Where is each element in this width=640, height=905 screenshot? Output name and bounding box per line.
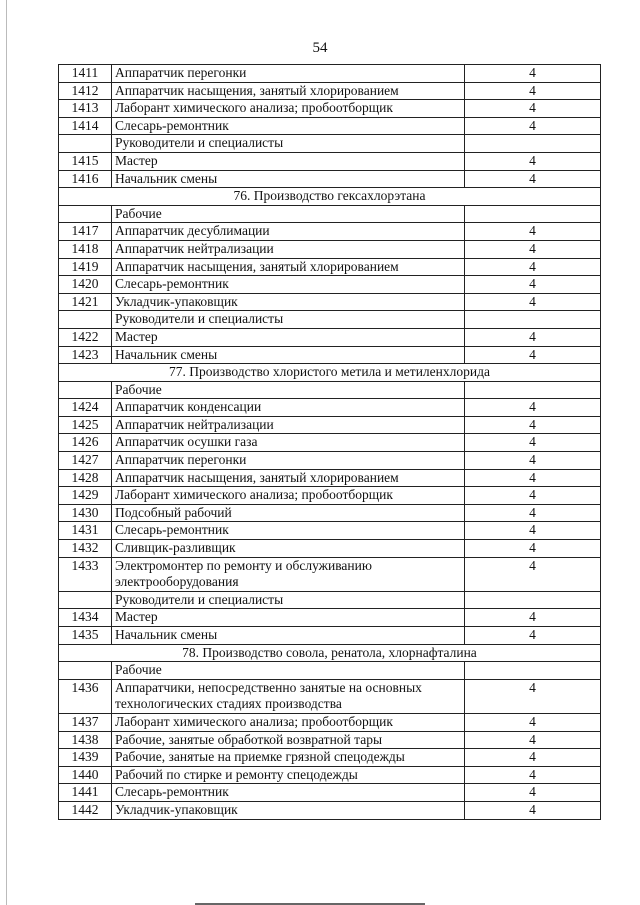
row-number: 1425 <box>59 416 112 434</box>
additional-leave-value: 4 <box>465 609 601 627</box>
profession-name: Аппаратчик насыщения, занятый хлорированием <box>112 82 465 100</box>
additional-leave-value: 4 <box>465 784 601 802</box>
row-number <box>59 135 112 153</box>
row-number: 1431 <box>59 522 112 540</box>
table-row <box>59 117 601 135</box>
row-number: 1429 <box>59 487 112 505</box>
profession-name: Мастер <box>112 328 465 346</box>
profession-name: Аппаратчик конденсации <box>112 399 465 417</box>
profession-name: Рабочие, занятые на приемке грязной спецодежды <box>112 749 465 767</box>
additional-leave-value: 4 <box>465 152 601 170</box>
row-number: 1438 <box>59 731 112 749</box>
row-number: 1416 <box>59 170 112 188</box>
table-row <box>59 784 601 802</box>
table-row <box>59 713 601 731</box>
profession-name: Мастер <box>112 152 465 170</box>
additional-leave-value: 4 <box>465 713 601 731</box>
group-name: Руководители и специалисты <box>112 311 465 329</box>
profession-name: Аппаратчик нейтрализации <box>112 416 465 434</box>
additional-leave-value: 4 <box>465 276 601 294</box>
table-row <box>59 240 601 258</box>
row-number <box>59 311 112 329</box>
additional-leave-value <box>465 311 601 329</box>
page-number: 54 <box>312 40 328 56</box>
group-header-row <box>59 591 601 609</box>
row-number: 1433 <box>59 557 112 591</box>
table-row <box>59 522 601 540</box>
additional-leave-value <box>465 205 601 223</box>
group-header-row <box>59 381 601 399</box>
table-row <box>59 801 601 819</box>
profession-name: Аппаратчики, непосредственно занятые на основных технологических стадиях производства <box>112 679 465 713</box>
additional-leave-value: 4 <box>465 522 601 540</box>
additional-leave-value: 4 <box>465 346 601 364</box>
row-number: 1436 <box>59 679 112 713</box>
profession-name: Слесарь-ремонтник <box>112 522 465 540</box>
row-number: 1440 <box>59 766 112 784</box>
row-number: 1418 <box>59 240 112 258</box>
row-number: 1442 <box>59 801 112 819</box>
group-name: Руководители и специалисты <box>112 591 465 609</box>
profession-name: Рабочий по стирке и ремонту спецодежды <box>112 766 465 784</box>
additional-leave-value: 4 <box>465 627 601 645</box>
table-row <box>59 504 601 522</box>
row-number: 1421 <box>59 293 112 311</box>
table-row <box>59 627 601 645</box>
additional-leave-value: 4 <box>465 469 601 487</box>
group-header-row <box>59 662 601 680</box>
table-row <box>59 766 601 784</box>
profession-name: Рабочие, занятые обработкой возвратной тары <box>112 731 465 749</box>
group-name: Рабочие <box>112 205 465 223</box>
additional-leave-value: 4 <box>465 258 601 276</box>
table-row <box>59 346 601 364</box>
profession-name: Лаборант химического анализа; пробоотборщик <box>112 487 465 505</box>
table-row <box>59 416 601 434</box>
row-number: 1419 <box>59 258 112 276</box>
profession-name: Мастер <box>112 609 465 627</box>
row-number: 1441 <box>59 784 112 802</box>
group-name: Рабочие <box>112 381 465 399</box>
additional-leave-value: 4 <box>465 82 601 100</box>
additional-leave-value: 4 <box>465 100 601 118</box>
profession-name: Аппаратчик нейтрализации <box>112 240 465 258</box>
row-number: 1411 <box>59 65 112 83</box>
profession-name: Слесарь-ремонтник <box>112 784 465 802</box>
row-number: 1413 <box>59 100 112 118</box>
table-row <box>59 170 601 188</box>
profession-name: Начальник смены <box>112 346 465 364</box>
additional-leave-value: 4 <box>465 170 601 188</box>
profession-name: Укладчик-упаковщик <box>112 801 465 819</box>
row-number: 1414 <box>59 117 112 135</box>
table-row <box>59 749 601 767</box>
additional-leave-value: 4 <box>465 801 601 819</box>
table-row <box>59 540 601 558</box>
table-row <box>59 293 601 311</box>
additional-leave-value <box>465 135 601 153</box>
scan-edge-mark-left <box>6 0 7 905</box>
section-header-row <box>59 188 601 206</box>
additional-leave-value: 4 <box>465 766 601 784</box>
table-row <box>59 152 601 170</box>
profession-name: Слесарь-ремонтник <box>112 117 465 135</box>
additional-leave-value: 4 <box>465 731 601 749</box>
additional-leave-value: 4 <box>465 452 601 470</box>
additional-leave-value: 4 <box>465 557 601 591</box>
section-header-row <box>59 364 601 382</box>
row-number: 1432 <box>59 540 112 558</box>
profession-name: Аппаратчик перегонки <box>112 452 465 470</box>
additional-leave-value: 4 <box>465 117 601 135</box>
table-row <box>59 487 601 505</box>
additional-leave-value: 4 <box>465 223 601 241</box>
section-title: 76. Производство гексахлорэтана <box>59 188 601 206</box>
table-row <box>59 82 601 100</box>
row-number: 1435 <box>59 627 112 645</box>
row-number: 1426 <box>59 434 112 452</box>
additional-leave-value: 4 <box>465 65 601 83</box>
row-number <box>59 205 112 223</box>
row-number: 1430 <box>59 504 112 522</box>
row-number: 1424 <box>59 399 112 417</box>
table-row <box>59 434 601 452</box>
row-number: 1439 <box>59 749 112 767</box>
profession-name: Аппаратчик насыщения, занятый хлорированием <box>112 258 465 276</box>
table-row <box>59 328 601 346</box>
additional-leave-value: 4 <box>465 293 601 311</box>
profession-name: Аппаратчик осушки газа <box>112 434 465 452</box>
row-number: 1420 <box>59 276 112 294</box>
profession-name: Слесарь-ремонтник <box>112 276 465 294</box>
table-row <box>59 223 601 241</box>
table-row <box>59 65 601 83</box>
table-body <box>59 65 601 820</box>
profession-name: Укладчик-упаковщик <box>112 293 465 311</box>
table-row <box>59 557 601 591</box>
group-header-row <box>59 135 601 153</box>
additional-leave-value: 4 <box>465 399 601 417</box>
profession-name: Аппаратчик перегонки <box>112 65 465 83</box>
section-title: 77. Производство хлористого метила и метиленхлорида <box>59 364 601 382</box>
table-row <box>59 258 601 276</box>
row-number: 1427 <box>59 452 112 470</box>
profession-name: Подсобный рабочий <box>112 504 465 522</box>
table-row <box>59 452 601 470</box>
profession-name: Аппаратчик насыщения, занятый хлорированием <box>112 469 465 487</box>
additional-leave-value: 4 <box>465 540 601 558</box>
group-header-row <box>59 205 601 223</box>
row-number <box>59 662 112 680</box>
profession-name: Сливщик-разливщик <box>112 540 465 558</box>
additional-leave-value: 4 <box>465 416 601 434</box>
additional-leave-value: 4 <box>465 679 601 713</box>
profession-name: Лаборант химического анализа; пробоотборщик <box>112 100 465 118</box>
table-row <box>59 679 601 713</box>
profession-name: Начальник смены <box>112 627 465 645</box>
row-number: 1422 <box>59 328 112 346</box>
document-table <box>58 64 601 820</box>
group-header-row <box>59 311 601 329</box>
profession-name: Лаборант химического анализа; пробоотборщик <box>112 713 465 731</box>
additional-leave-value <box>465 591 601 609</box>
table-row <box>59 731 601 749</box>
row-number: 1434 <box>59 609 112 627</box>
additional-leave-value: 4 <box>465 487 601 505</box>
section-title: 78. Производство совола, ренатола, хлорнафталина <box>59 644 601 662</box>
row-number <box>59 591 112 609</box>
profession-name: Начальник смены <box>112 170 465 188</box>
row-number <box>59 381 112 399</box>
row-number: 1428 <box>59 469 112 487</box>
profession-name: Электромонтер по ремонту и обслуживанию электрооборудования <box>112 557 465 591</box>
row-number: 1412 <box>59 82 112 100</box>
additional-leave-value: 4 <box>465 328 601 346</box>
table-row <box>59 276 601 294</box>
row-number: 1417 <box>59 223 112 241</box>
table-row <box>59 100 601 118</box>
profession-name: Аппаратчик десублимации <box>112 223 465 241</box>
table-row <box>59 399 601 417</box>
group-name: Рабочие <box>112 662 465 680</box>
group-name: Руководители и специалисты <box>112 135 465 153</box>
additional-leave-value <box>465 381 601 399</box>
additional-leave-value: 4 <box>465 434 601 452</box>
table-row <box>59 469 601 487</box>
additional-leave-value: 4 <box>465 749 601 767</box>
additional-leave-value <box>465 662 601 680</box>
additional-leave-value: 4 <box>465 240 601 258</box>
additional-leave-value: 4 <box>465 504 601 522</box>
row-number: 1437 <box>59 713 112 731</box>
row-number: 1415 <box>59 152 112 170</box>
table-row <box>59 609 601 627</box>
row-number: 1423 <box>59 346 112 364</box>
section-header-row <box>59 644 601 662</box>
